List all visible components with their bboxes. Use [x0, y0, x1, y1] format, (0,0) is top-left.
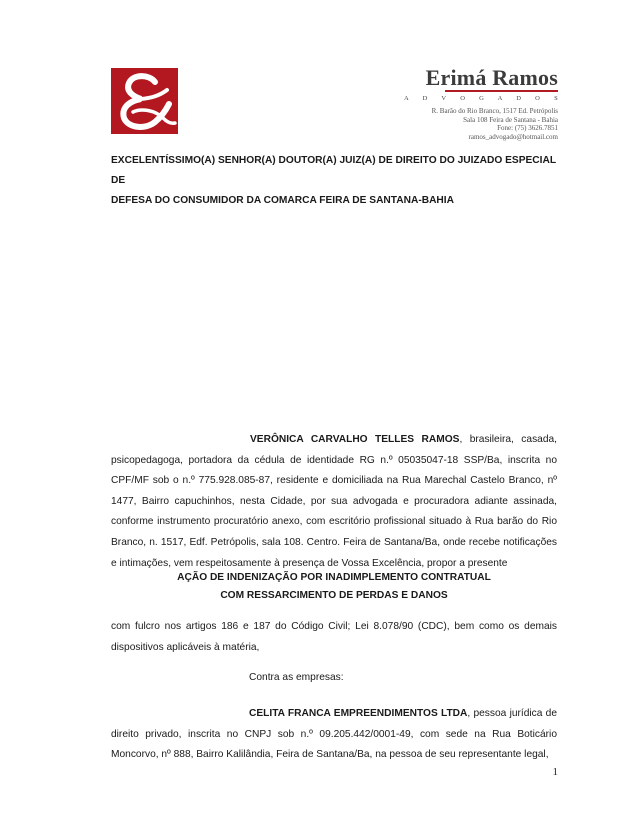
firm-name: Erimá Ramos — [425, 65, 558, 90]
firm-phone: Fone: (75) 3626.7851 — [497, 124, 558, 133]
company-text: , pessoa jurídica de direito privado, inscrita no CNPJ sob n.º 09.205.442/0001-49, com sede na Rua Boticário Moncorvo, nº 888, Bairro Kalilândia, Feira de Santana/Ba, na pessoa de seu representante legal, — [111, 708, 557, 761]
firm-logo-icon — [111, 68, 178, 134]
party-name: VERÔNICA CARVALHO TELLES RAMOS — [250, 434, 460, 445]
party-qualification — [111, 430, 557, 574]
addressee-block — [111, 151, 557, 211]
firm-email: ramos_advogado@hotmail.com — [468, 132, 558, 141]
firm-address-line2: Sala 108 Feira de Santana - Bahia — [463, 115, 558, 124]
firm-subtitle: A D V O G A D O S — [404, 95, 564, 102]
company-name: CELITA FRANCA EMPREENDIMENTOS LTDA — [249, 708, 468, 719]
defendant-qualification — [111, 704, 557, 766]
page-number: 1 — [552, 766, 558, 778]
party-text: , brasileira, casada, psicopedagoga, portadora da cédula de identidade RG n.º 05035047-18 SSP/Ba, inscrita no CPF/MF sob o n.º 775.928.085-87, residente e domiciliada na Rua Marechal Castelo Branco, nº 1477, Bairro capuchinhos, nesta Cidade, por sua advogada e procuradora adiante assinada, conforme instrumento procuratório anexo, com escritório profissional situado à Rua barão do Rio Branco, n. 1517, Edf. Petrópolis, sala 108. Centro. Feira de Santana/Ba, onde recebe notificações e intimações, vem respeitosamente à presença de Vossa Excelência, propor a presente — [111, 434, 557, 569]
action-title-line1: AÇÃO DE INDENIZAÇÃO POR INADIMPLEMENTO CONTRATUAL — [177, 572, 491, 583]
addressee-line2: DEFESA DO CONSUMIDOR DA COMARCA FEIRA DE SANTANA-BAHIA — [111, 195, 454, 206]
firm-address-line1: R. Barão do Rio Branco, 1517 Ed. Petrópolis — [431, 107, 558, 115]
action-title — [111, 569, 557, 605]
action-title-line2: COM RESSARCIMENTO DE PERDAS E DANOS — [220, 590, 448, 601]
addressee-line1: EXCELENTÍSSIMO(A) SENHOR(A) DOUTOR(A) JUIZ(A) DE DIREITO DO JUIZADO ESPECIAL DE — [111, 155, 556, 186]
firm-divider — [445, 90, 558, 92]
against-label: Contra as empresas: — [249, 672, 344, 683]
letterhead — [404, 65, 564, 141]
legal-basis: com fulcro nos artigos 186 e 187 do Código Civil; Lei 8.078/90 (CDC), bem como os demais dispositivos aplicáveis à matéria, — [111, 621, 557, 653]
